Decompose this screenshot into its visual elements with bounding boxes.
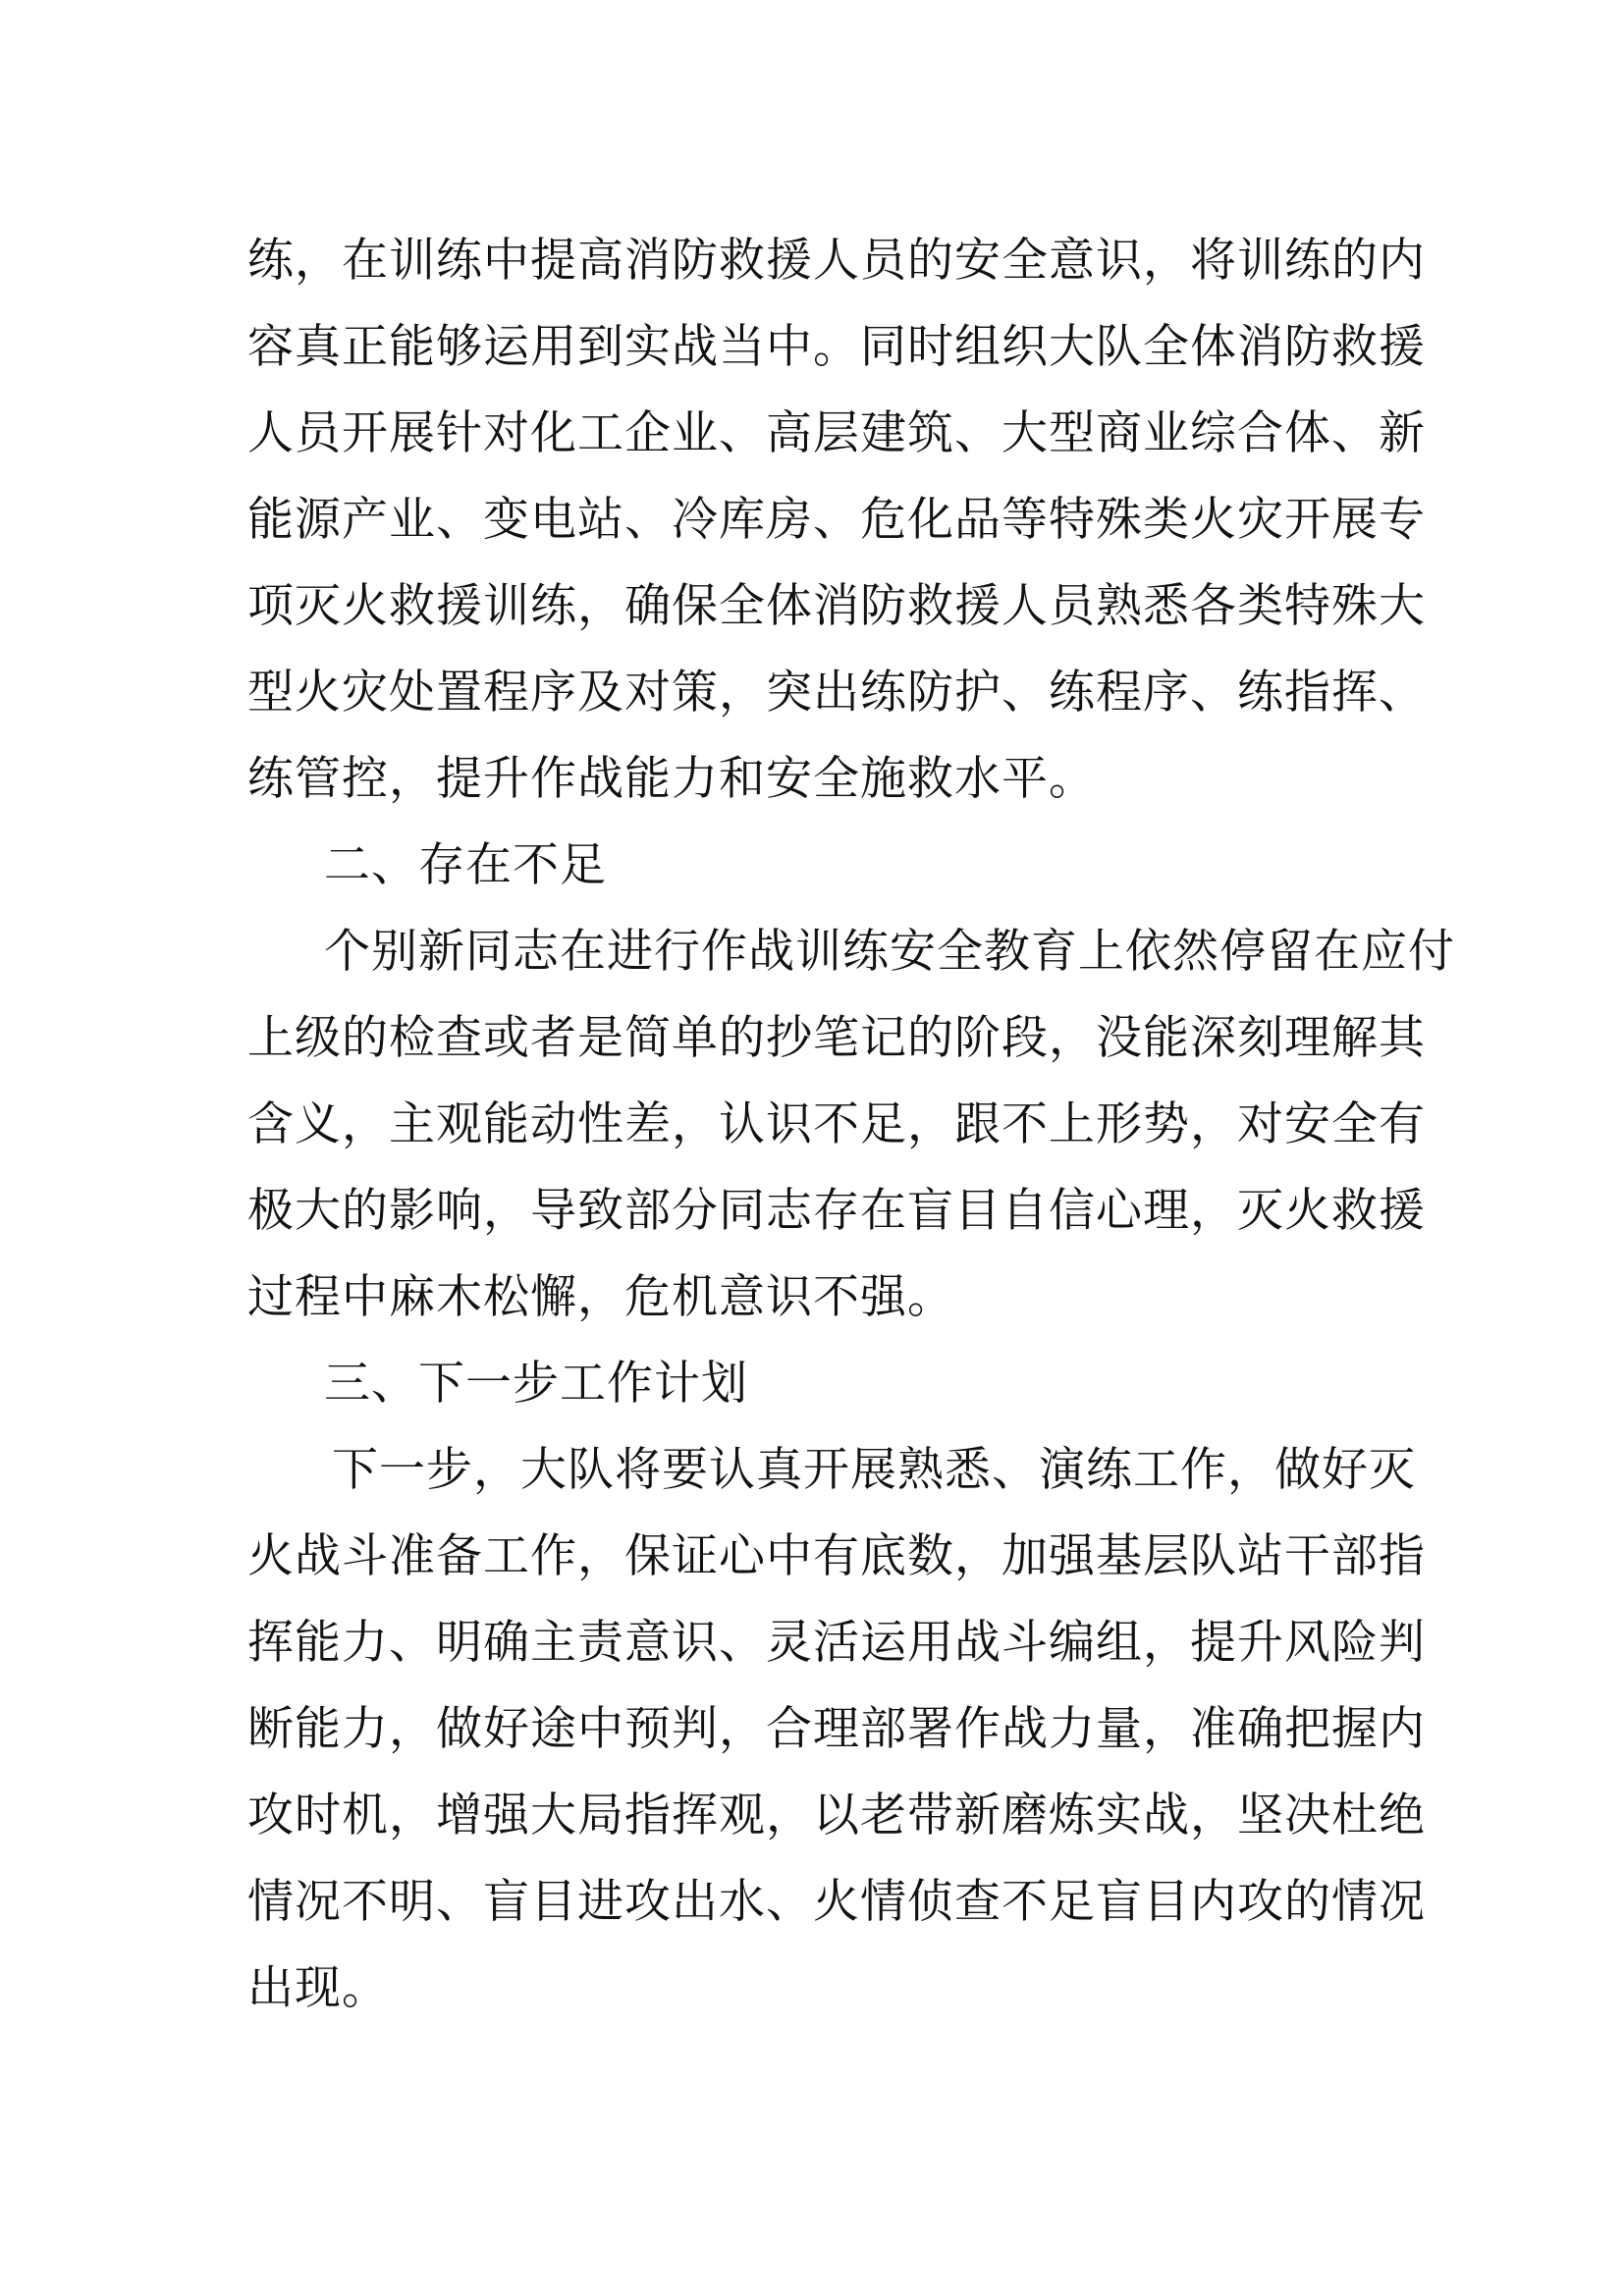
paragraph-3-line-6: 情况不明、盲目进攻出水、火情侦查不足盲目内攻的情况 [247,1875,1426,1929]
paragraph-3-line-1: 下一步，大队将要认真开展熟悉、演练工作，做好灭 [332,1443,1416,1497]
paragraph-2-line-2: 上级的检查或者是简单的抄笔记的阶段，没能深刻理解其 [247,1011,1426,1065]
paragraph-1-line-6: 型火灾处置程序及对策，突出练防护、练程序、练指挥、 [247,666,1426,720]
paragraph-1-line-5: 项灭火救援训练，确保全体消防救援人员熟悉各类特殊大 [247,579,1426,633]
paragraph-3-line-7: 出现。 [247,1961,389,2015]
paragraph-1-line-7: 练管控，提升作战能力和安全施救水平。 [247,752,1096,806]
paragraph-1-line-4: 能源产业、变电站、冷库房、危化品等特殊类火灾开展专 [247,493,1426,547]
paragraph-2-line-3: 含义，主观能动性差，认识不足，跟不上形势，对安全有 [247,1097,1426,1151]
paragraph-3-line-5: 攻时机，增强大局指挥观，以老带新磨炼实战，坚决杜绝 [247,1789,1426,1842]
paragraph-1-line-3: 人员开展针对化工企业、高层建筑、大型商业综合体、新 [247,406,1426,460]
section-heading-next-steps: 三、下一步工作计划 [324,1357,748,1411]
paragraph-2-line-4: 极大的影响，导致部分同志存在盲目自信心理，灭火救援 [247,1184,1426,1238]
paragraph-2-line-1: 个别新同志在进行作战训练安全教育上依然停留在应付 [324,925,1455,979]
paragraph-1-line-2: 容真正能够运用到实战当中。同时组织大队全体消防救援 [247,320,1426,374]
paragraph-2-line-5: 过程中麻木松懈，危机意识不强。 [247,1270,954,1324]
paragraph-3-line-2: 火战斗准备工作，保证心中有底数，加强基层队站干部指 [247,1529,1426,1583]
paragraph-3-line-4: 断能力，做好途中预判，合理部署作战力量，准确把握内 [247,1702,1426,1756]
paragraph-1-line-1: 练，在训练中提高消防救援人员的安全意识，将训练的内 [247,234,1426,288]
section-heading-shortcomings: 二、存在不足 [324,838,607,892]
paragraph-3-line-3: 挥能力、明确主责意识、灵活运用战斗编组，提升风险判 [247,1616,1426,1670]
